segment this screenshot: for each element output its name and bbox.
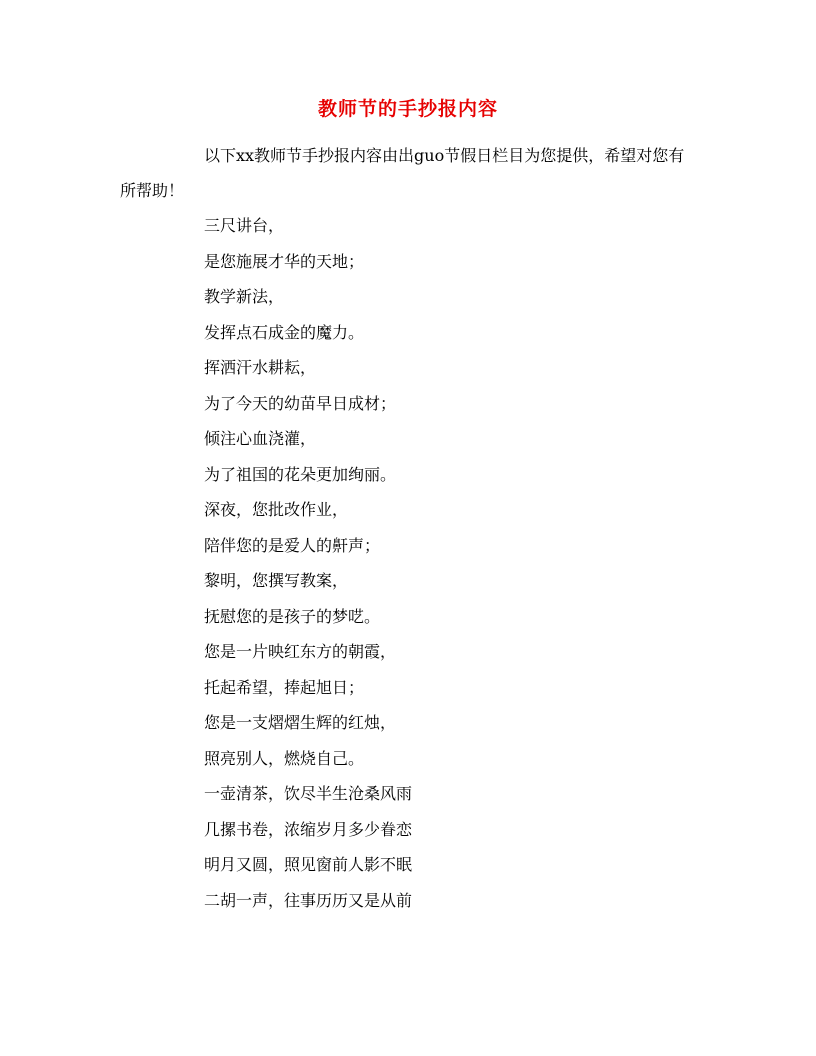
verse-line: 是您施展才华的天地； — [204, 251, 365, 271]
verse-line: 三尺讲台， — [204, 216, 285, 235]
verse-line: 几摞书卷，浓缩岁月多少眷恋 — [204, 819, 413, 839]
intro-paragraph: 以下xx教师节手抄报内容由出guo节假日栏目为您提供，希望对您有所帮助！ — [120, 146, 685, 200]
verse-line: 您是一支熠熠生辉的红烛， — [204, 713, 397, 732]
verse-line: 黎明，您撰写教案， — [204, 571, 349, 590]
verse-line: 抚慰您的是孩子的梦呓。 — [204, 606, 381, 626]
verse-line: 为了祖国的花朵更加绚丽。 — [204, 464, 397, 484]
verse-line: 明月又圆，照见窗前人影不眠 — [204, 855, 413, 874]
verse-line: 为了今天的幼苗早日成材； — [204, 393, 397, 413]
verse-line: 发挥点石成金的魔力。 — [204, 322, 365, 342]
verse-line: 照亮别人，燃烧自己。 — [204, 748, 365, 768]
verse-line: 教学新法， — [204, 287, 285, 306]
document-title: 教师节的手抄报内容 — [317, 98, 498, 120]
verse-line: 挥洒汗水耕耘， — [204, 358, 317, 377]
verse-line: 您是一片映红东方的朝霞， — [204, 642, 397, 661]
verse-line: 托起希望，捧起旭日； — [204, 677, 365, 697]
verse-line: 深夜，您批改作业， — [204, 500, 349, 519]
verse-line: 二胡一声，往事历历又是从前 — [204, 890, 413, 910]
verse-line: 倾注心血浇灌， — [204, 429, 317, 448]
verse-block — [204, 208, 704, 918]
verse-line: 陪伴您的是爱人的鼾声； — [204, 535, 381, 555]
verse-line: 一壶清茶，饮尽半生沧桑风雨 — [204, 784, 413, 803]
